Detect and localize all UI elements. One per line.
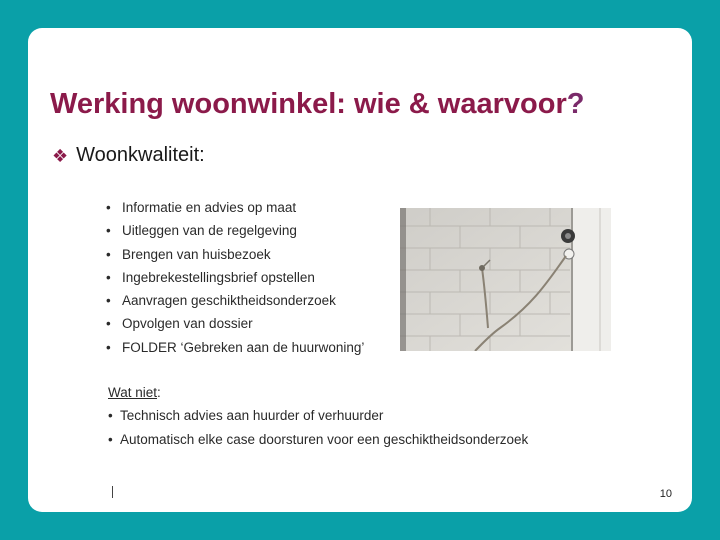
list-item <box>106 243 364 266</box>
list-item <box>106 312 364 335</box>
text-cursor <box>112 486 113 498</box>
bullet-icon: • <box>106 223 111 239</box>
list-item <box>106 336 364 359</box>
list-item-text: Automatisch elke case doorsturen voor een geschiktheidsonderzoek <box>120 432 529 447</box>
bullet-icon: • <box>108 408 113 423</box>
section-heading-label: Woonkwaliteit: <box>76 144 205 166</box>
not-section <box>108 382 528 452</box>
list-item-text: Technisch advies aan huurder of verhuurder <box>120 408 384 423</box>
list-item-text: Uitleggen van de regelgeving <box>122 223 297 239</box>
slide <box>28 28 692 512</box>
list-item <box>106 289 364 312</box>
list-item <box>108 428 528 452</box>
list-item-text: Aanvragen geschiktheidsonderzoek <box>122 293 336 309</box>
list-item <box>106 196 364 219</box>
diamond-bullet-icon: ❖ <box>52 145 69 166</box>
bullet-icon: • <box>106 269 111 285</box>
bullet-icon: • <box>106 200 111 215</box>
bullet-icon: • <box>106 339 111 355</box>
list-item-text: Informatie en advies op maat <box>122 200 297 215</box>
not-list <box>108 404 528 452</box>
page-number: 10 <box>659 488 672 500</box>
bullet-icon: • <box>106 293 111 309</box>
wall-photo-image <box>400 208 611 351</box>
list-item-text: Ingebrekestellingsbrief opstellen <box>122 269 315 285</box>
not-heading-colon: : <box>157 385 161 400</box>
section-heading <box>52 144 205 167</box>
list-item <box>108 404 528 428</box>
list-item-text: Brengen van huisbezoek <box>122 246 271 262</box>
list-item-text: FOLDER ‘Gebreken aan de huurwoning’ <box>122 339 365 355</box>
list-item <box>106 266 364 289</box>
slide-title-text: Werking woonwinkel: wie & waarvoor <box>50 88 567 120</box>
slide-title <box>50 88 584 121</box>
not-heading-label: Wat niet <box>108 385 158 400</box>
slide-title-question-mark: ? <box>566 88 585 120</box>
list-item <box>106 219 364 242</box>
not-heading <box>108 382 528 404</box>
bullet-icon: • <box>106 246 111 262</box>
bullet-icon: • <box>108 432 113 447</box>
woonkwaliteit-list <box>106 196 364 359</box>
bullet-icon: • <box>106 316 111 332</box>
wall-photo <box>400 208 611 351</box>
list-item-text: Opvolgen van dossier <box>122 316 253 332</box>
